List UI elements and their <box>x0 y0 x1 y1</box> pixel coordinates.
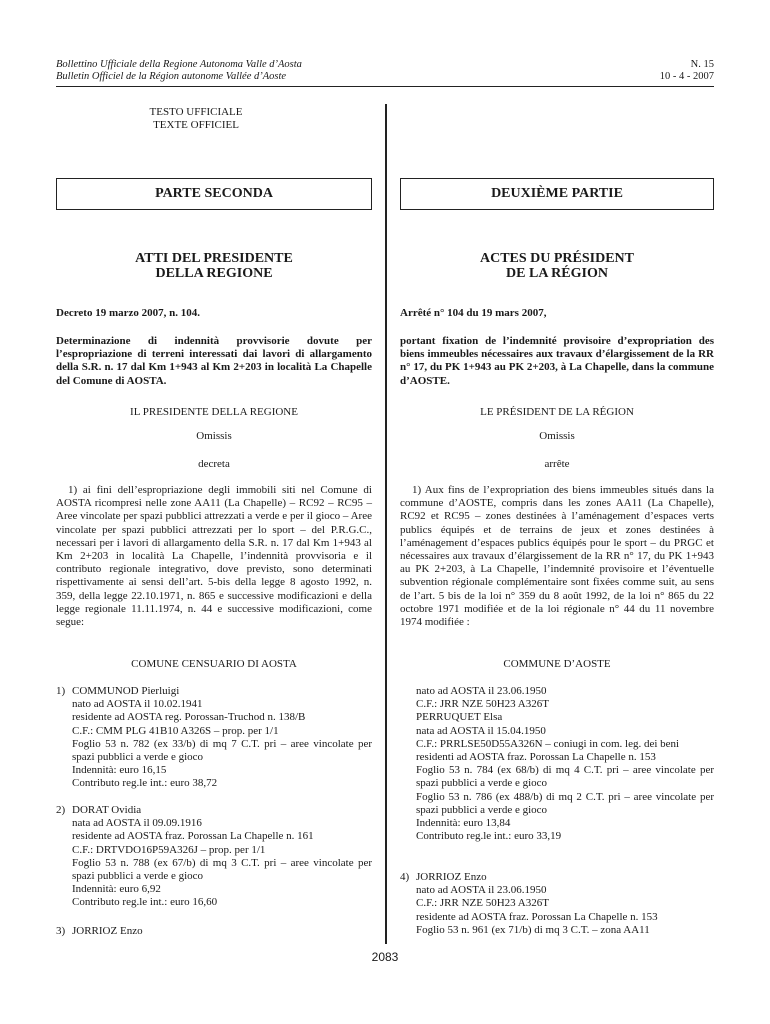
entry-number: 4) <box>400 871 410 883</box>
entry-line: C.F.: DRTVDO16P59A326J – prop. per 1/1 <box>72 843 266 856</box>
decree-title-it: Decreto 19 marzo 2007, n. 104. <box>56 307 200 319</box>
entry-line: nato ad AOSTA il 10.02.1941 <box>72 698 203 711</box>
issue-date: 10 - 4 - 2007 <box>659 71 714 82</box>
bulletin-title <box>56 59 386 83</box>
entry-line: Indennità: euro 6,92 <box>72 883 161 896</box>
heading-line2-fr: DE LA RÉGION <box>506 266 608 281</box>
entry-owner: DORAT Ovidia <box>72 804 142 816</box>
omissis-fr: Omissis <box>539 430 575 442</box>
entry-line: PERRUQUET Elsa <box>416 711 503 724</box>
decree-subject-fr: portant fixation de l’indemnité provisoire d’expropriation des biens immeubles nécessaires aux travaux d’élargissement de la RR n° 17, du PK 1+943 au PK 2+203, à La Chapelle, dans la commune d’AOSTE. <box>400 335 714 387</box>
decree-title-fr: Arrêté n° 104 du 19 mars 2007, <box>400 307 547 319</box>
entry-line: residenti ad AOSTA fraz. Porossan La Chapelle n. 153 <box>416 751 656 764</box>
comune-heading-fr: COMMUNE D’AOSTE <box>503 658 611 670</box>
testo-ufficiale: TESTO UFFICIALE <box>149 106 243 118</box>
entry-line: nata ad AOSTA il 15.04.1950 <box>416 724 546 737</box>
entry-line: Indennità: euro 13,84 <box>416 817 511 830</box>
entry-line: nato ad AOSTA il 23.06.1950 <box>416 884 547 897</box>
entry-number: 2) <box>56 804 66 816</box>
header-rule <box>56 86 714 87</box>
entry-line: C.F.: JRR NZE 50H23 A326T <box>416 897 549 910</box>
entry-line: Foglio 53 n. 788 (ex 67/b) di mq 3 C.T. pri – aree vincolate per spazi pubblici a verde e gioco <box>72 856 372 883</box>
entry-line: Indennità: euro 16,15 <box>72 764 167 777</box>
entry-number: 1) <box>56 685 66 697</box>
entry-line: nato ad AOSTA il 23.06.1950 <box>416 685 547 697</box>
entry-line: Foglio 53 n. 784 (ex 68/b) di mq 4 C.T. pri – aree vincolate per spazi pubblici a verde e gioco <box>416 764 714 790</box>
entry-owner: COMMUNOD Pierluigi <box>72 685 180 697</box>
comune-heading-it: COMUNE CENSUARIO DI AOSTA <box>131 658 297 670</box>
decree-subject-it: Determinazione di indennità provvisorie dovute per l’espropriazione di terreni interessati dai lavori di allargamento della S.R. n. 17 dal Km 1+943 al Km 2+203 in località La Chapelle del Comune di AOSTA. <box>56 335 372 387</box>
entry-owner: JORRIOZ Enzo <box>72 925 143 937</box>
entry-line: Foglio 53 n. 786 (ex 488/b) di mq 2 C.T. pri – aree vincolate per spazi pubblici a verde e gioco <box>416 790 714 816</box>
entry-line: nata ad AOSTA il 09.09.1916 <box>72 817 202 830</box>
bulletin-title-fr: Bulletin Officiel de la Région autonome Vallée d’Aoste <box>56 71 287 82</box>
bulletin-title-it: Bollettino Ufficiale della Regione Autonoma Valle d’Aosta <box>56 59 302 70</box>
heading-line1-it: ATTI DEL PRESIDENTE <box>135 251 293 266</box>
official-text-label <box>136 106 256 132</box>
president-label-fr: LE PRÉSIDENT DE LA RÉGION <box>480 406 634 418</box>
section-heading-it <box>56 251 372 281</box>
entry-2 <box>56 804 372 910</box>
entry-line: residente ad AOSTA fraz. Porossan La Chapelle n. 153 <box>416 910 658 923</box>
section-heading-fr <box>400 251 714 281</box>
heading-line2-it: DELLA REGIONE <box>155 266 273 281</box>
decreta-label: decreta <box>198 458 230 470</box>
entry-3 <box>56 925 372 938</box>
president-label-it: IL PRESIDENTE DELLA REGIONE <box>130 406 298 418</box>
entry-line: C.F.: PRRLSE50D55A326N – coniugi in com. leg. dei beni <box>416 737 680 750</box>
entry-line: C.F.: CMM PLG 41B10 A326S – prop. per 1/1 <box>72 724 279 737</box>
issue-info <box>560 59 714 83</box>
issue-number: N. 15 <box>690 59 714 70</box>
texte-officiel: TEXTE OFFICIEL <box>153 119 239 132</box>
heading-line1-fr: ACTES DU PRÉSIDENT <box>479 251 635 266</box>
entry-4 <box>400 871 714 937</box>
entry-number: 3) <box>56 925 66 937</box>
column-divider <box>385 104 387 944</box>
entry-line: residente ad AOSTA fraz. Porossan La Chapelle n. 161 <box>72 830 314 843</box>
page-number: 2083 <box>371 950 399 964</box>
entry-3-continuation <box>400 685 714 843</box>
article-1-it: 1) ai fini dell’espropriazione degli immobili siti nel Comune di AOSTA ricompresi nelle zone AA11 (La Chapelle) – RC92 – RC95 – Aree vincolate per spazi pubblici attrezzati a verde e per il gioco – Aree vincolate per spazi pubblici attrezzati per lo sport – del P.R.G.C., necessari per i lavori di allargamento della S.R. n. 17 dal Km 1+943 al Km 2+203 in località La Chapelle, l’indennità provvisoria e il contributo regionale integrativo, dove previsto, sono determinati rispettivamente ai sensi dell’art. 5-bis della legge 8 agosto 1992, n. 359, della legge 22.10.1971, n. 865 e successive modificazioni e della legge regionale 11.11.1974, n. 44 e successive modificazioni, come segue: <box>56 484 372 629</box>
part-title-it: PARTE SECONDA <box>155 186 273 201</box>
entry-line: Contributo reg.le int.: euro 33,19 <box>416 830 562 843</box>
part-title-fr: DEUXIÈME PARTIE <box>491 186 623 201</box>
entry-line: Foglio 53 n. 961 (ex 71/b) di mq 3 C.T. – zona AA11 <box>416 923 650 936</box>
entry-line: residente ad AOSTA reg. Porossan-Truchod n. 138/B <box>72 711 306 724</box>
part-box-fr <box>400 178 714 210</box>
omissis-it: Omissis <box>196 430 232 442</box>
entry-line: Contributo reg.le int.: euro 38,72 <box>72 777 218 790</box>
entry-line: C.F.: JRR NZE 50H23 A326T <box>416 698 549 711</box>
entry-line: Contributo reg.le int.: euro 16,60 <box>72 896 218 909</box>
entry-1 <box>56 685 372 791</box>
arrete-label: arrête <box>544 458 570 470</box>
entry-line: Foglio 53 n. 782 (ex 33/b) di mq 7 C.T. pri – aree vincolate per spazi pubblici a verde e gioco <box>72 737 372 764</box>
article-1-fr: 1) Aux fins de l’expropriation des biens immeubles situés dans la commune d’AOSTE, compris dans les zones AA11 (La Chapelle), RC92 et RC95 – zones destinées à l’aménagement d’espaces verts publics équipés et de terrains de jeux et zones destinées à l’aménagement d’espaces publics équipés pour le sport – du PRGC et nécessaires aux travaux d’élargissement de la RR n° 17, du PK 1+943 au PK 2+203, à La Chapelle, l’indemnité provisoire et l’éventuelle subvention régionale complémentaire sont fixées comme suit, au sens de l’art. 5 bis de la loi n° 359 du 8 août 1992, de la loi n° 865 du 22 octobre 1971 modifiée et de la loi régionale n° 44 du 11 novembre 1974 modifiée : <box>400 484 714 629</box>
part-box-it <box>56 178 372 210</box>
entry-owner: JORRIOZ Enzo <box>416 871 487 883</box>
